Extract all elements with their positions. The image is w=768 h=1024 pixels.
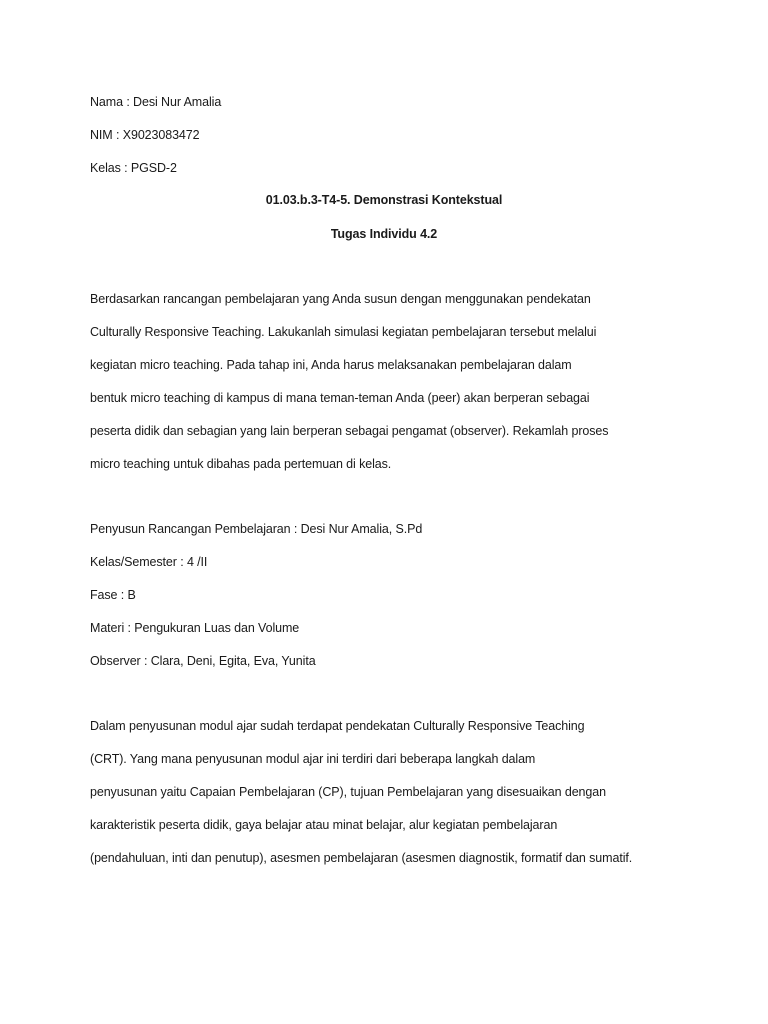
document-heading: 01.03.b.3-T4-5. Demonstrasi Kontekstual — [265, 193, 503, 207]
paragraph-2-line: (CRT). Yang mana penyusunan modul ajar ini terdiri dari beberapa langkah dalam — [90, 752, 536, 766]
student-name: Nama : Desi Nur Amalia — [90, 95, 222, 109]
paragraph-2-line: Dalam penyusunan modul ajar sudah terdapat pendekatan Culturally Responsive Teaching — [90, 719, 585, 733]
detail-phase: Fase : B — [90, 588, 136, 602]
detail-author: Penyusun Rancangan Pembelajaran : Desi Nur Amalia, S.Pd — [90, 522, 423, 536]
student-nim: NIM : X9023083472 — [90, 128, 200, 142]
student-class: Kelas : PGSD-2 — [90, 161, 177, 175]
paragraph-2-line: penyusunan yaitu Capaian Pembelajaran (CP), tujuan Pembelajaran yang disesuaikan dengan — [90, 785, 606, 799]
paragraph-1-line: peserta didik dan sebagian yang lain berperan sebagai pengamat (observer). Rekamlah proses — [90, 424, 609, 438]
paragraph-2-line: (pendahuluan, inti dan penutup), asesmen pembelajaran (asesmen diagnostik, formatif dan sumatif. — [90, 851, 633, 865]
paragraph-2-line: karakteristik peserta didik, gaya belajar atau minat belajar, alur kegiatan pembelajaran — [90, 818, 558, 832]
detail-class-semester: Kelas/Semester : 4 /II — [90, 555, 208, 569]
task-title: Tugas Individu 4.2 — [330, 227, 438, 241]
paragraph-1-line: bentuk micro teaching di kampus di mana teman-teman Anda (peer) akan berperan sebagai — [90, 391, 590, 405]
paragraph-1-line: micro teaching untuk dibahas pada pertemuan di kelas. — [90, 457, 392, 471]
detail-material: Materi : Pengukuran Luas dan Volume — [90, 621, 300, 635]
detail-observers: Observer : Clara, Deni, Egita, Eva, Yunita — [90, 654, 316, 668]
paragraph-1-line: kegiatan micro teaching. Pada tahap ini, Anda harus melaksanakan pembelajaran dalam — [90, 358, 572, 372]
paragraph-1-line: Berdasarkan rancangan pembelajaran yang Anda susun dengan menggunakan pendekatan — [90, 292, 591, 306]
paragraph-1-line: Culturally Responsive Teaching. Lakukanlah simulasi kegiatan pembelajaran tersebut melalui — [90, 325, 597, 339]
